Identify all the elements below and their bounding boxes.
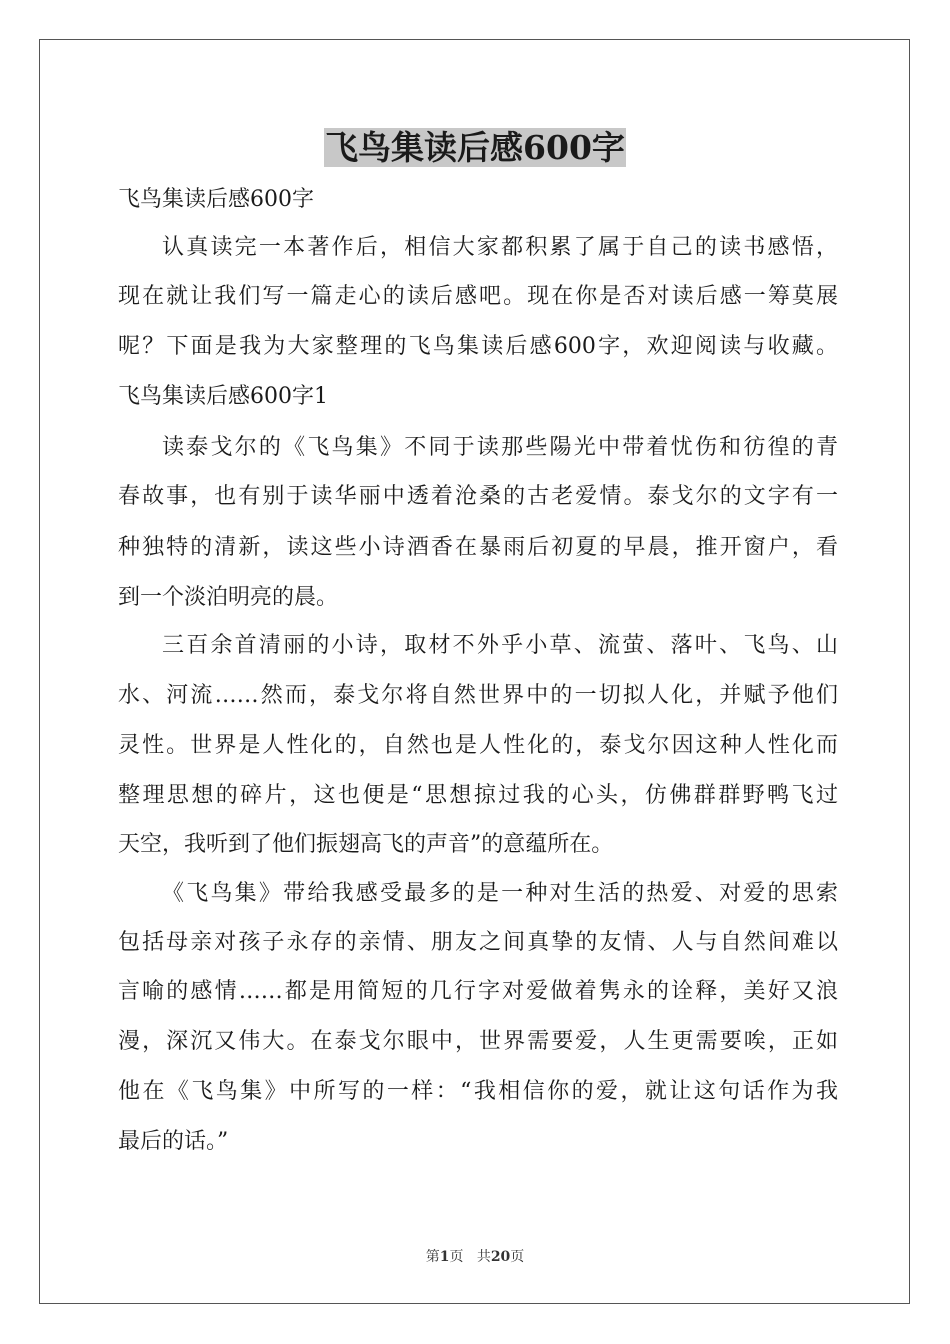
paragraph-line: 种独特的清新，读这些小诗酒香在暴雨后初夏的早晨，推开窗户，看 bbox=[118, 535, 838, 560]
page-footer bbox=[0, 1247, 950, 1267]
paragraph-line: 春故事，也有别于读华丽中透着沧桑的古老爱情。泰戈尔的文字有一 bbox=[118, 484, 838, 509]
footer-total-pages: 20 bbox=[490, 1249, 511, 1265]
paragraph-line: 言喻的感情……都是用简短的几行字对爱做着隽永的诠释，美好又浪 bbox=[118, 979, 838, 1004]
intro-line: 现在就让我们写一篇走心的读后感吧。现在你是否对读后感一筹莫展 bbox=[118, 284, 838, 309]
intro-line: 呢？下面是我为大家整理的飞鸟集读后感600字，欢迎阅读与收藏。 bbox=[118, 334, 838, 359]
paragraph-line: 到一个淡泊明亮的晨。 bbox=[118, 585, 339, 610]
paragraph-line: 最后的话。” bbox=[118, 1129, 229, 1154]
footer-page-suffix: 页 bbox=[449, 1249, 464, 1265]
paragraph-line: 灵性。世界是人性化的，自然也是人性化的，泰戈尔因这种人性化而 bbox=[118, 733, 838, 758]
footer-prefix: 第 bbox=[425, 1249, 440, 1265]
paragraph-line: 漫，深沉又伟大。在泰戈尔眼中，世界需要爱，人生更需要唉，正如 bbox=[118, 1029, 838, 1054]
footer-total-suffix: 页 bbox=[510, 1249, 525, 1265]
paragraph-line: 整理思想的碎片，这也便是“思想掠过我的心头，仿佛群群野鸭飞过 bbox=[118, 783, 838, 808]
document-title-text: 飞鸟集读后感600字 bbox=[325, 128, 625, 167]
intro-line: 认真读完一本著作后，相信大家都积累了属于自己的读书感悟， bbox=[162, 235, 838, 260]
paragraph-line: 水、河流……然而，泰戈尔将自然世界中的一切拟人化，并赋予他们 bbox=[118, 683, 838, 708]
document-title bbox=[0, 124, 950, 172]
subtitle: 飞鸟集读后感600字 bbox=[118, 187, 314, 212]
paragraph-line: 他在《飞鸟集》中所写的一样：“我相信你的爱，就让这句话作为我 bbox=[118, 1079, 838, 1104]
page-border bbox=[39, 39, 910, 1304]
footer-total-prefix: 共 bbox=[476, 1249, 491, 1265]
footer-page-number: 1 bbox=[439, 1249, 450, 1265]
section-heading: 飞鸟集读后感600字1 bbox=[118, 384, 328, 409]
paragraph-line: 三百余首清丽的小诗，取材不外乎小草、流萤、落叶、飞鸟、山 bbox=[162, 633, 838, 658]
paragraph-line: 读泰戈尔的《飞鸟集》不同于读那些陽光中带着忧伤和彷徨的青 bbox=[162, 435, 838, 460]
paragraph-line: 天空，我听到了他们振翅高飞的声音”的意蕴所在。 bbox=[118, 832, 614, 857]
paragraph-line: 包括母亲对孩子永存的亲情、朋友之间真挚的友情、人与自然间难以 bbox=[118, 930, 838, 955]
paragraph-line: 《飞鸟集》带给我感受最多的是一种对生活的热爱、对爱的思索 bbox=[162, 881, 838, 906]
